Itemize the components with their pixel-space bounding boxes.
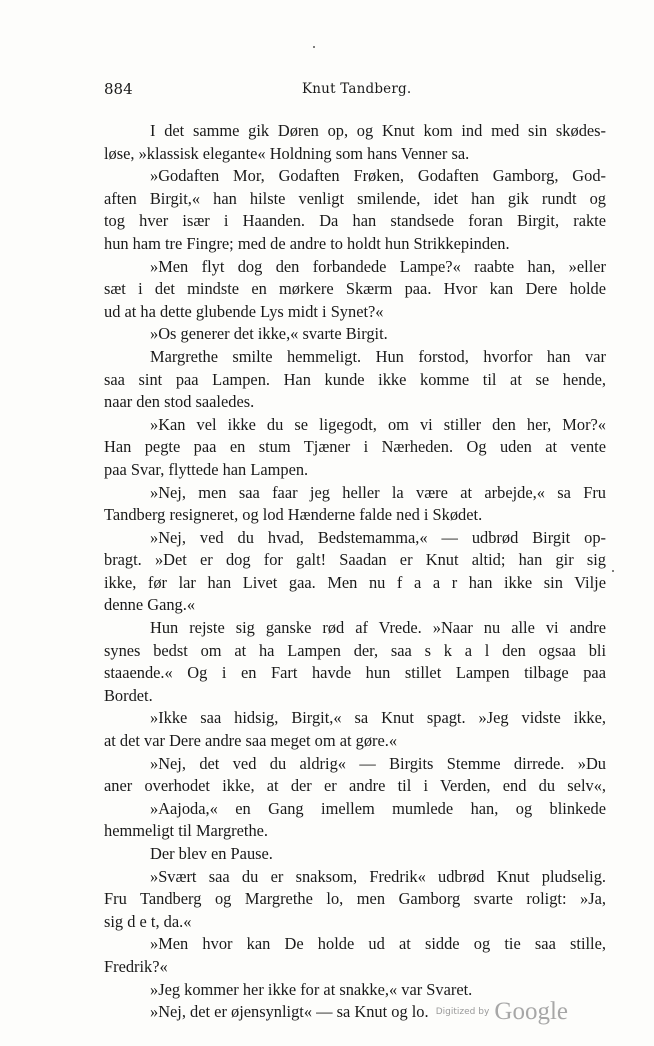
text-line: sig d e t, da.« — [104, 911, 192, 931]
text-line: ikke, før lar han Livet gaa. Men nu f a a r han ikke sin Vilje — [104, 572, 606, 592]
text-line: »Svært saa du er snaksom, Fredrik« udbrød Knut pludselig. — [150, 866, 606, 886]
text-line: »Men flyt dog den forbandede Lampe?« raabte han, »eller — [150, 256, 606, 276]
page-header — [104, 80, 604, 102]
digitized-watermark — [436, 998, 568, 1026]
text-line: Fru Tandberg og Margrethe lo, men Gamborg svarte roligt: »Ja, — [104, 889, 606, 909]
text-line: denne Gang.« — [104, 595, 196, 615]
text-line: hun ham tre Fingre; med de andre to holdt hun Strikkepinden. — [104, 233, 510, 253]
text-line: »Nej, det er øjensynligt« — sa Knut og lo. — [150, 1002, 429, 1022]
text-line: staaende.« Og i en Fart havde hun stillet Lampen tilbage paa — [104, 663, 606, 683]
text-line: at det var Dere andre saa meget om at gøre.« — [104, 731, 398, 751]
text-line: »Nej, ved du hvad, Bedstemamma,« — udbrød Birgit op- — [150, 527, 606, 547]
text-line: sæt i det mindste en mørkere Skærm paa. Hvor kan Dere holde — [104, 279, 606, 299]
text-line: »Aajoda,« en Gang imellem mumlede han, og blinkede — [150, 798, 606, 818]
text-line: naar den stod saaledes. — [104, 392, 255, 412]
text-line: »Jeg kommer her ikke for at snakke,« var Svaret. — [150, 979, 473, 999]
text-line: »Nej, det ved du aldrig« — Birgits Stemme dirrede. »Du — [150, 753, 606, 773]
text-line: Han pegte paa en stum Tjæner i Nærheden. Og uden at vente — [104, 437, 606, 457]
scan-speck — [612, 570, 614, 572]
text-line: »Ikke saa hidsig, Birgit,« sa Knut spagt. »Jeg vidste ikke, — [150, 708, 606, 728]
text-line: bragt. »Det er dog for galt! Saadan er Knut altid; han gir sig — [104, 550, 606, 570]
text-line: synes bedst om at ha Lampen der, saa s k a l den ogsaa bli — [104, 640, 606, 660]
text-line: saa sint paa Lampen. Han kunde ikke komme til at se hende, — [104, 369, 606, 389]
text-line: aner overhodet ikke, at der er andre til i Verden, end du selv«, — [104, 776, 606, 796]
body-text — [104, 120, 606, 1024]
text-line: Margrethe smilte hemmeligt. Hun forstod, hvorfor han var — [150, 346, 606, 366]
text-line: hemmeligt til Margrethe. — [104, 821, 269, 841]
scan-speck — [313, 46, 315, 48]
text-line: »Os generer det ikke,« svarte Birgit. — [150, 324, 388, 344]
text-line: »Nej, men saa faar jeg heller la være at arbejde,« sa Fru — [150, 482, 606, 502]
google-logo: Google — [494, 998, 568, 1025]
text-line: Bordet. — [104, 685, 153, 705]
text-line: Der blev en Pause. — [150, 844, 273, 863]
text-line: Fredrik?« — [104, 956, 168, 976]
text-line: I det samme gik Døren op, og Knut kom ind med sin skødes- — [150, 121, 606, 140]
text-line: »Kan vel ikke du se ligegodt, om vi stiller den her, Mor?« — [150, 414, 606, 434]
text-line: aften Birgit,« han hilste venligt smilende, idet han gik rundt og — [104, 188, 606, 208]
page-number: 884 — [104, 80, 133, 98]
text-line: Hun rejste sig ganske rød af Vrede. »Naar nu alle vi andre — [150, 618, 606, 638]
text-line: »Godaften Mor, Godaften Frøken, Godaften Gamborg, God- — [150, 166, 606, 186]
text-line: ud at ha dette glubende Lys midt i Synet?« — [104, 301, 384, 321]
running-head: Knut Tandberg. — [302, 81, 412, 97]
text-line: »Men hvor kan De holde ud at sidde og tie saa stille, — [150, 934, 606, 954]
text-line: løse, »klassisk elegante« Holdning som hans Venner sa. — [104, 143, 470, 163]
text-line: Tandberg resigneret, og lod Hænderne falde ned i Skødet. — [104, 505, 483, 525]
text-line: paa Svar, flyttede han Lampen. — [104, 459, 309, 479]
digitized-label: Digitized by — [435, 1007, 490, 1017]
text-line: tog hver især i Haanden. Da han standsede foran Birgit, rakte — [104, 211, 606, 231]
